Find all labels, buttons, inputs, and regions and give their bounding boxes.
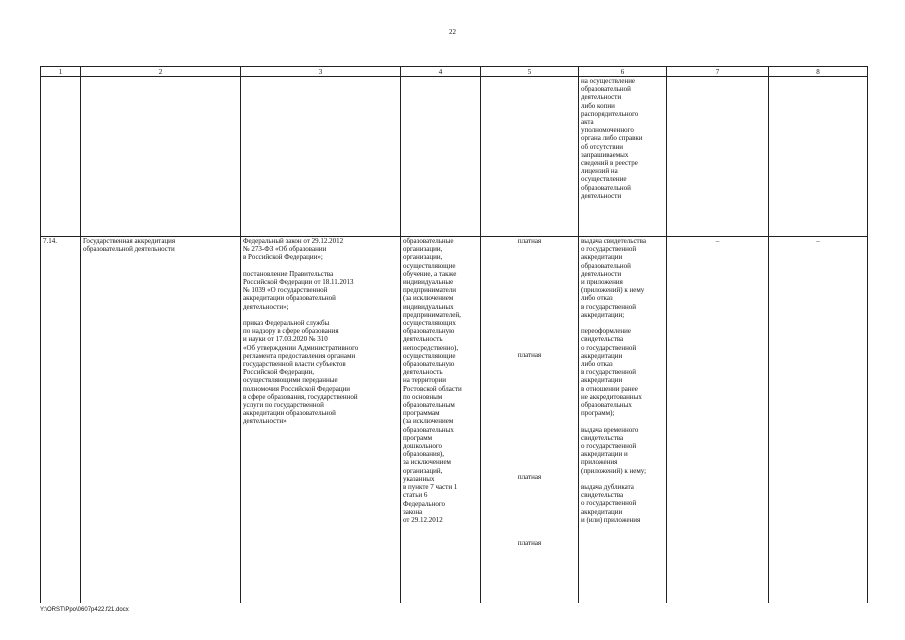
cell-empty (81, 77, 241, 237)
column-header-7: 7 (667, 67, 769, 77)
cell-empty (667, 77, 769, 237)
column-header-8: 8 (769, 67, 868, 77)
column-header-5: 5 (481, 67, 579, 77)
legal-basis-item: приказ Федеральной службы по надзору в сфере образования и науки от 17.03.2020 № 310 «Об утверждении Административного регламента предоставления органами государственной власти субъектов Российской Федерации, осуществляющими переданные полномочия Российской Федерации в сфере образования, государственной услуги по государственной аккредитации образовательной деятельности» (243, 319, 359, 426)
fee-type-label: платная (517, 538, 542, 547)
column-number-header-row (41, 67, 868, 77)
page-number: 22 (449, 28, 456, 36)
cell-empty (481, 77, 579, 237)
legal-basis-cell (241, 237, 401, 604)
result-item: выдача дубликата свидетельства о государственной аккредитации и (или) приложения (581, 483, 641, 524)
row-number: 7.14. (41, 237, 81, 604)
column-header-6: 6 (579, 67, 667, 77)
footer-file-path: Y:\ORST\Ppo\0607p422.f21.docx (40, 607, 129, 613)
fee-type-label: платная (517, 237, 542, 245)
cell-empty (241, 77, 401, 237)
column-header-3: 3 (241, 67, 401, 77)
legal-basis-item: Федеральный закон от 29.12.2012 № 273-ФЗ «Об образовании в Российской Федерации»; (243, 237, 344, 262)
col7-dash: – (667, 237, 769, 604)
fee-type-label: платная (517, 351, 542, 360)
fee-type-cell (481, 237, 579, 604)
column-header-2: 2 (81, 67, 241, 77)
services-table (40, 66, 868, 603)
table-row-continued (41, 77, 868, 237)
cell-empty (769, 77, 868, 237)
result-item: переоформление свидетельства о государственной аккредитации либо отказ в государственной аккредитации в отношении ранее не аккредитованных образовательных программ); (581, 327, 642, 418)
cell-empty (401, 77, 481, 237)
column-header-1: 1 (41, 67, 81, 77)
service-name: Государственная аккредитация образовательной деятельности (81, 237, 241, 604)
fee-type-label: платная (517, 473, 542, 482)
continued-result-text: на осуществление образовательной деятельности либо копии распорядительного акта уполномоченного органа либо справки об отсутствии запрашиваемых сведений в реестре лицензий на осуществление образовательной деятельности (579, 77, 667, 237)
result-item: выдача свидетельства о государственной аккредитации образовательной деятельности и приложения (приложений) к нему либо отказ в государственной аккредитации; (581, 237, 646, 319)
table-row-7-14 (41, 237, 868, 604)
results-cell (579, 237, 667, 604)
legal-basis-item: постановление Правительства Российской Федерации от 18.11.2013 № 1039 «О государственной аккредитации образовательной деятельности»; (243, 269, 354, 311)
col8-dash: – (769, 237, 868, 604)
result-item: выдача временного свидетельства о государственной аккредитации и приложения (приложений) к нему; (581, 425, 647, 475)
column-header-4: 4 (401, 67, 481, 77)
cell-empty (41, 77, 81, 237)
applicants-text: образовательные организации, организации, осуществляющие обучение, а также индивидуальные предприниматели (за исключением индивидуальных предпринимателей, осуществляющих образовательную деятельность непосредственно), осуществляющие образовательную деятельность на территории Ростовской области по основным образовательным программам (за исключением образовательных программ дошкольного образования), за исключением организаций, указанных в пункте 7 части 1 статьи 6 Федерального закона от 29.12.2012 (401, 237, 481, 604)
